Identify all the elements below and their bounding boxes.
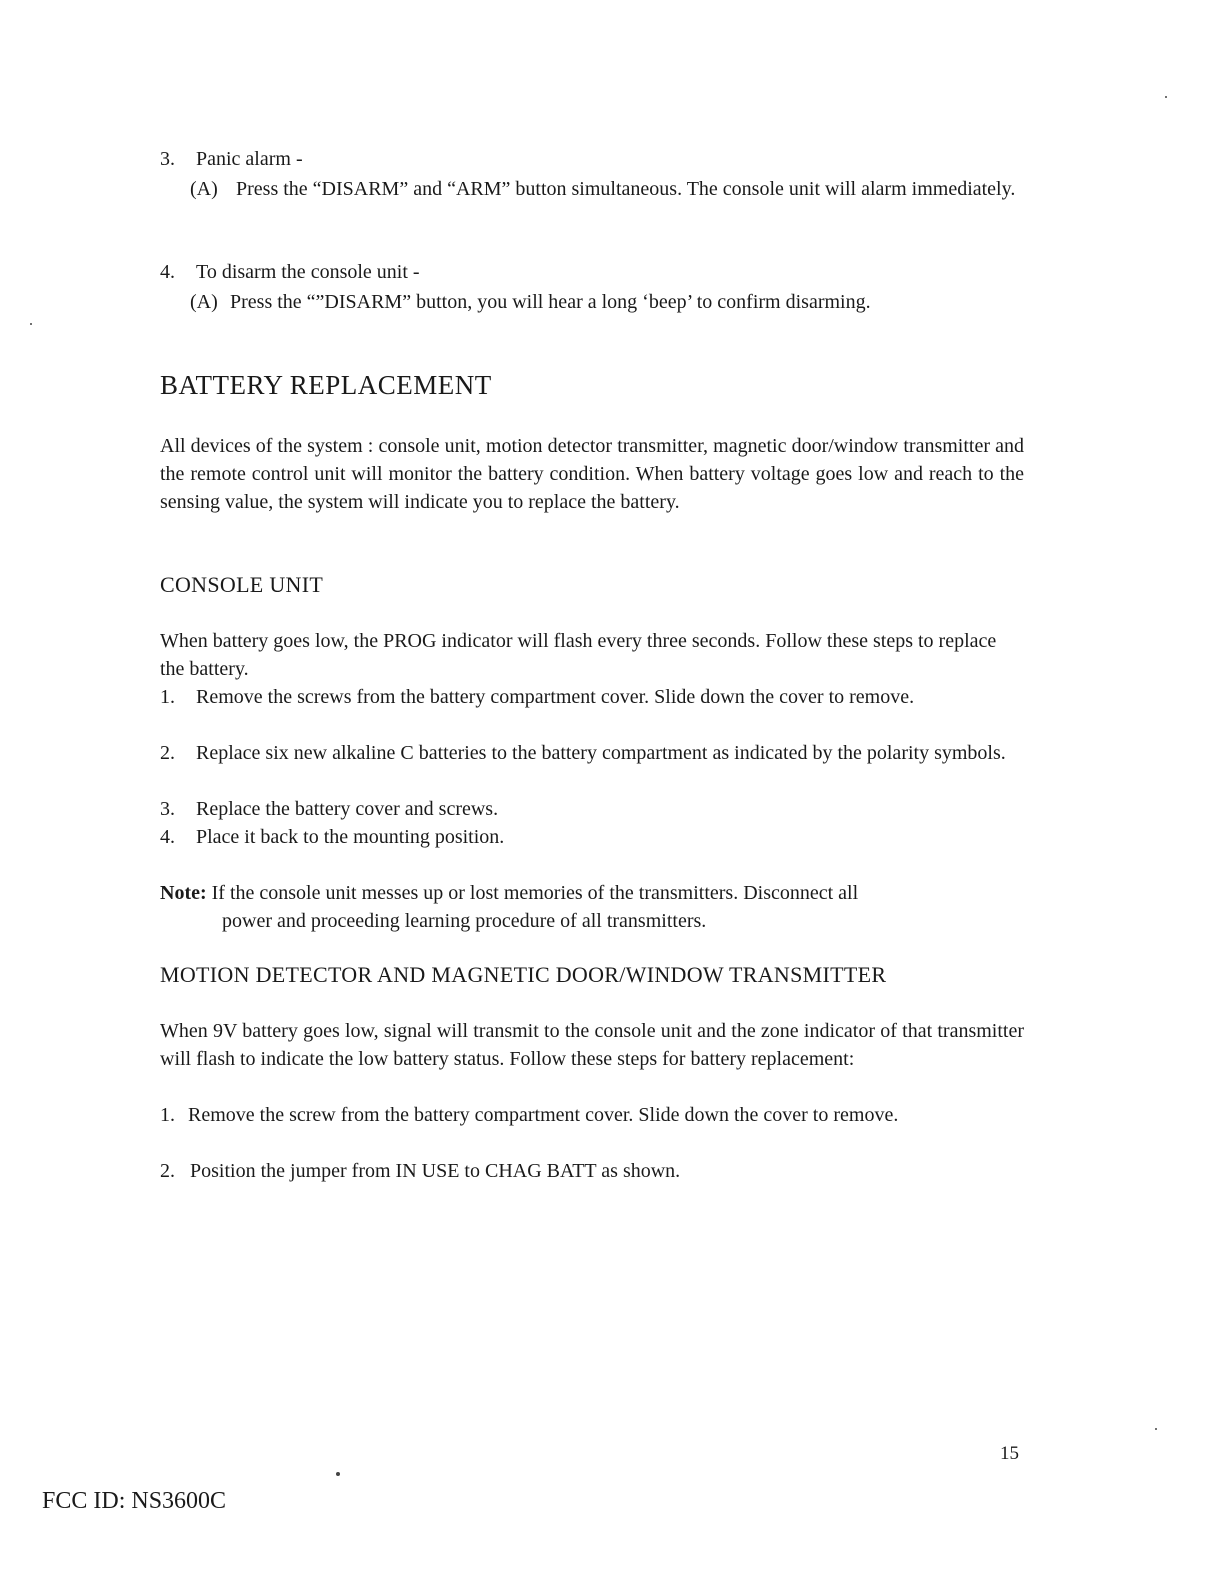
panic-alarm-sublabel: (A) (190, 178, 218, 200)
console-step-3-number: 3. (160, 798, 175, 820)
console-unit-heading: CONSOLE UNIT (160, 572, 324, 597)
battery-replacement-heading: BATTERY REPLACEMENT (160, 370, 492, 400)
motion-step-1-text: Remove the screw from the battery compartment cover. Slide down the cover to remove. (188, 1104, 899, 1126)
panic-alarm-title: Panic alarm - (196, 148, 303, 170)
console-step-2-number: 2. (160, 742, 175, 764)
motion-detector-intro: When 9V battery goes low, signal will transmit to the console unit and the zone indicator of that transmitter will flash to indicate the low battery status. Follow these steps for battery replacement: (160, 1020, 1024, 1070)
motion-detector-heading: MOTION DETECTOR AND MAGNETIC DOOR/WINDOW TRANSMITTER (160, 962, 887, 987)
console-step-1 (160, 683, 1024, 711)
console-step-4-text: Place it back to the mounting position. (196, 826, 505, 848)
scan-speck (30, 323, 32, 325)
panic-alarm-item (160, 145, 1024, 173)
console-step-1-text: Remove the screws from the battery compartment cover. Slide down the cover to remove. (196, 686, 915, 708)
motion-step-1 (160, 1101, 1024, 1129)
console-note (160, 879, 1024, 935)
fcc-id: FCC ID: NS3600C (42, 1488, 227, 1514)
console-unit-intro: When battery goes low, the PROG indicator will flash every three seconds. Follow these steps to replace the battery. (160, 630, 997, 680)
panic-alarm-subitem (190, 175, 1028, 203)
console-step-2-text: Replace six new alkaline C batteries to the battery compartment as indicated by the polarity symbols. (196, 742, 1006, 764)
motion-step-2 (160, 1157, 1024, 1185)
motion-step-1-number: 1. (160, 1104, 175, 1126)
page-number: 15 (1000, 1443, 1019, 1464)
console-step-4-number: 4. (160, 826, 175, 848)
motion-step-2-text: Position the jumper from IN USE to CHAG BATT as shown. (190, 1160, 681, 1182)
scan-speck (336, 1472, 340, 1476)
battery-replacement-intro: All devices of the system : console unit, motion detector transmitter, magnetic door/window transmitter and the remote control unit will monitor the battery condition. When battery voltage goes low and reach to the sensing value, the system will indicate you to replace the battery. (160, 435, 1024, 513)
scan-speck (1155, 1428, 1157, 1430)
disarm-item (160, 258, 1024, 286)
console-step-1-number: 1. (160, 686, 175, 708)
disarm-title: To disarm the console unit - (196, 261, 420, 283)
note-label: Note: (160, 882, 207, 904)
console-step-3-text: Replace the battery cover and screws. (196, 798, 499, 820)
console-step-3 (160, 795, 1024, 823)
console-step-2 (160, 739, 1024, 767)
note-first-line: If the console unit messes up or lost memories of the transmitters. Disconnect all (211, 882, 859, 904)
console-step-4 (160, 823, 1024, 851)
note-continuation: power and proceeding learning procedure of all transmitters. (222, 910, 707, 932)
disarm-subitem (190, 288, 1028, 316)
scan-speck (1165, 96, 1167, 98)
panic-alarm-number: 3. (160, 148, 175, 170)
motion-step-2-number: 2. (160, 1160, 175, 1182)
panic-alarm-text: Press the “DISARM” and “ARM” button simultaneous. The console unit will alarm immediately. (236, 178, 1016, 200)
disarm-sublabel: (A) (190, 291, 218, 313)
disarm-number: 4. (160, 261, 175, 283)
disarm-text: Press the “”DISARM” button, you will hear a long ‘beep’ to confirm disarming. (230, 291, 871, 313)
